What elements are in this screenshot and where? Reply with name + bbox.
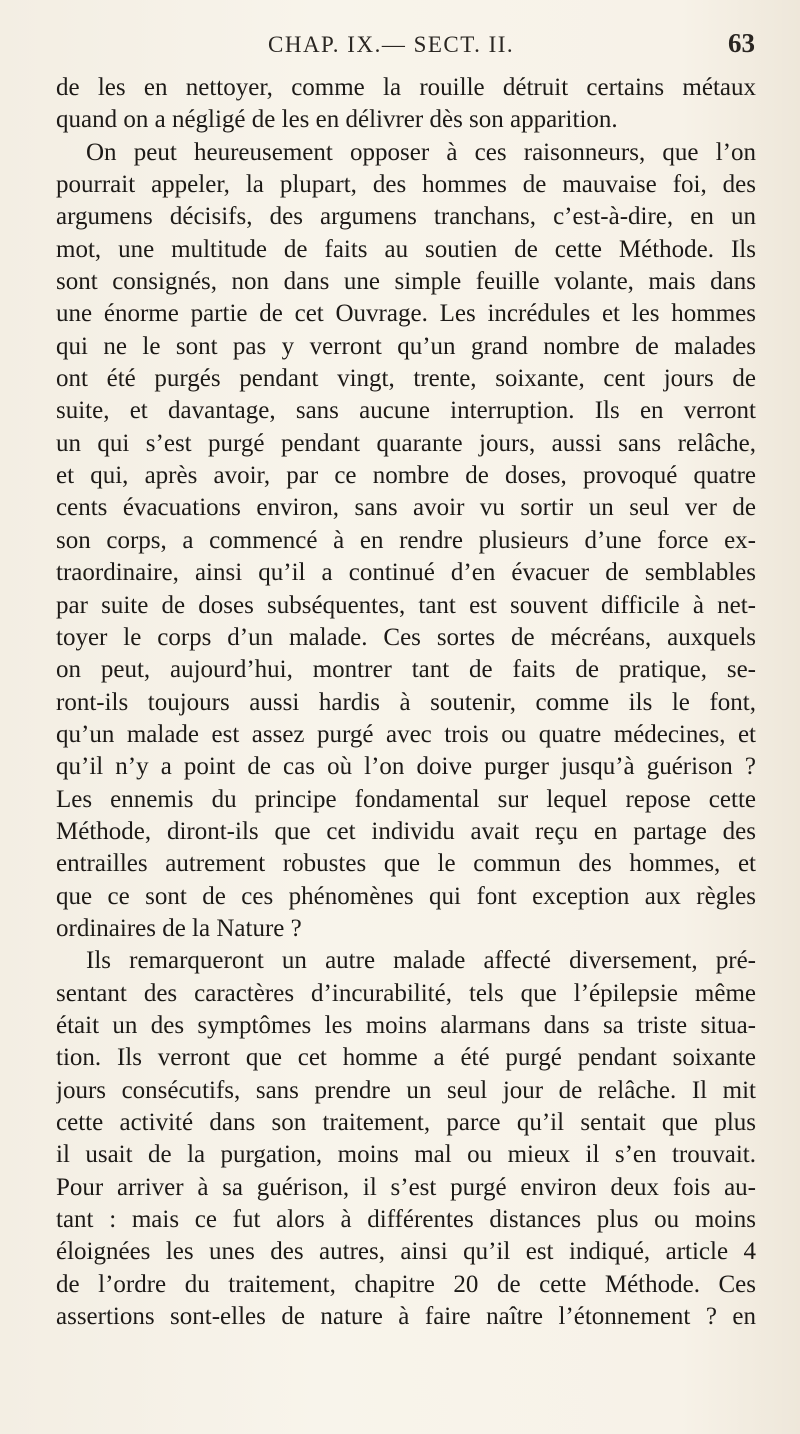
running-head: CHAP. IX.— SECT. II.	[268, 32, 515, 57]
text-line: entrailles autrement robustes que le commun des hommes, et	[56, 850, 756, 878]
text-line: il usait de la purgation, moins mal ou mieux il s’en trouvait.	[56, 1141, 756, 1169]
text-line: mot, une multitude de faits au soutien de cette Méthode. Ils	[56, 235, 756, 263]
text-line: de les en nettoyer, comme la rouille détruit certains métaux	[56, 74, 756, 101]
paragraph-first-line: Ils remarqueront un autre malade affecté diversement, pré-	[86, 947, 756, 975]
text-line: Pour arriver à sa guérison, il s’est purgé environ deux fois au-	[56, 1173, 756, 1201]
text-line: ront-ils toujours aussi hardis à soutenir, comme ils le font,	[56, 688, 756, 716]
text-line: quand on a négligé de les en délivrer dès son apparition.	[56, 106, 618, 134]
page-number: 63	[728, 28, 755, 58]
page-header	[0, 28, 800, 68]
text-line: Les ennemis du principe fondamental sur lequel repose cette	[56, 785, 756, 813]
text-line: Méthode, diront-ils que cet individu avait reçu en partage des	[56, 817, 756, 845]
text-line: suite, et davantage, sans aucune interruption. Ils en verront	[56, 397, 756, 425]
text-line: cette activité dans son traitement, parce qu’il sentait que plus	[56, 1109, 756, 1136]
text-line: de l’ordre du traitement, chapitre 20 de cette Méthode. Ces	[56, 1270, 756, 1298]
text-line: que ce sont de ces phénomènes qui font exception aux règles	[56, 882, 756, 910]
text-line: jours consécutifs, sans prendre un seul jour de relâche. Il mit	[56, 1076, 756, 1104]
text-line: cents évacuations environ, sans avoir vu sortir un seul ver de	[56, 494, 756, 522]
text-line: par suite de doses subséquentes, tant est souvent difficile à net-	[56, 591, 756, 619]
text-line: pourrait appeler, la plupart, des hommes de mauvaise foi, des	[56, 171, 756, 199]
text-line: une énorme partie de cet Ouvrage. Les incrédules et les hommes	[56, 300, 756, 328]
text-line: on peut, aujourd’hui, montrer tant de faits de pratique, se-	[56, 656, 756, 684]
paragraph-first-line: On peut heureusement opposer à ces raisonneurs, que l’on	[86, 138, 756, 166]
text-line: et qui, après avoir, par ce nombre de doses, provoqué quatre	[56, 462, 756, 490]
text-line: sont consignés, non dans une simple feuille volante, mais dans	[56, 268, 756, 296]
text-line: toyer le corps d’un malade. Ces sortes de mécréans, auxquels	[56, 623, 756, 651]
text-line: traordinaire, ainsi qu’il a continué d’en évacuer de semblables	[56, 559, 756, 587]
text-line: qui ne le sont pas y verront qu’un grand nombre de malades	[56, 332, 756, 360]
text-line: tion. Ils verront que cet homme a été purgé pendant soixante	[56, 1044, 756, 1072]
body-text	[56, 72, 756, 1333]
text-line: un qui s’est purgé pendant quarante jours, aussi sans relâche,	[56, 429, 756, 457]
text-line: argumens décisifs, des argumens tranchans, c’est-à-dire, en un	[56, 203, 756, 231]
text-line: ordinaires de la Nature ?	[56, 914, 302, 942]
text-line: était un des symptômes les moins alarmans dans sa triste situa-	[56, 1011, 756, 1039]
text-line: qu’il n’y a point de cas où l’on doive purger jusqu’à guérison ?	[56, 753, 756, 781]
text-line: éloignées les unes des autres, ainsi qu’il est indiqué, article 4	[56, 1238, 756, 1266]
text-line: assertions sont-elles de nature à faire naître l’étonnement ? en	[56, 1303, 756, 1331]
text-line: sentant des caractères d’incurabilité, tels que l’épilepsie même	[56, 979, 756, 1007]
text-line: tant : mais ce fut alors à différentes distances plus ou moins	[56, 1206, 756, 1234]
text-line: qu’un malade est assez purgé avec trois ou quatre médecines, et	[56, 720, 756, 748]
text-line: son corps, a commencé à en rendre plusieurs d’une force ex-	[56, 526, 756, 554]
text-line: ont été purgés pendant vingt, trente, soixante, cent jours de	[56, 365, 756, 393]
